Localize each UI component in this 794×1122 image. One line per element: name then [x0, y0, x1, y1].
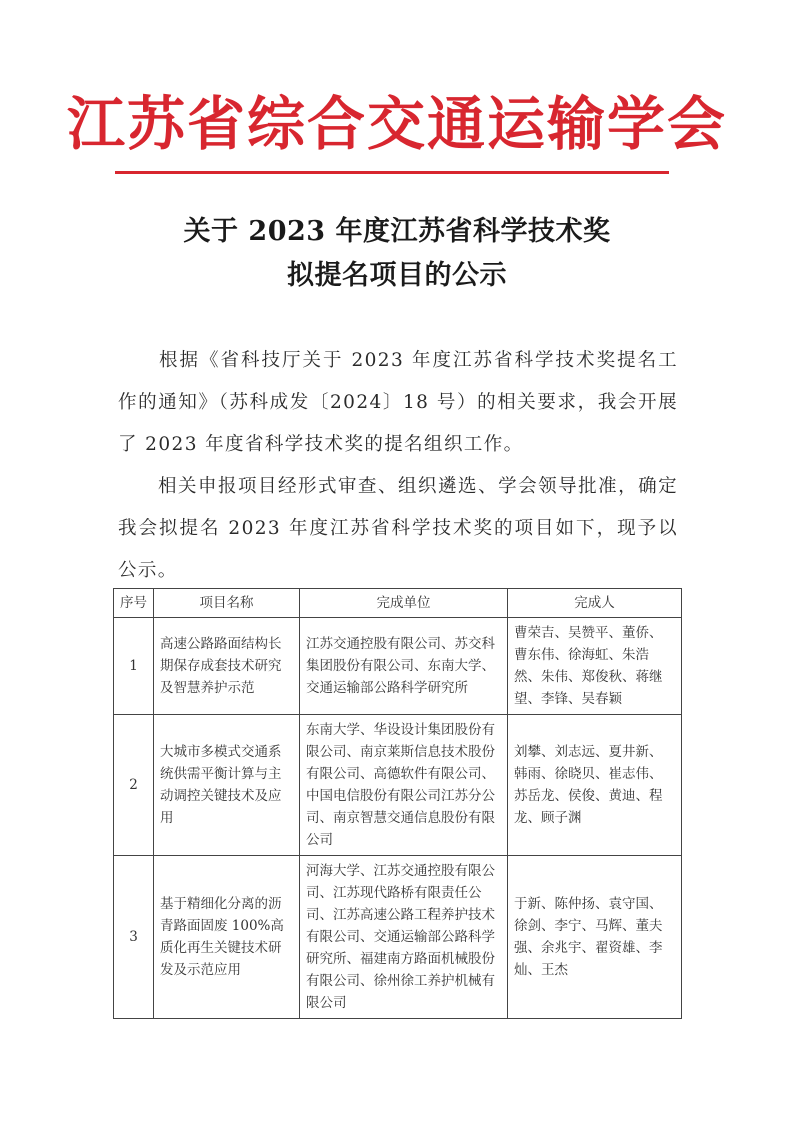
table-row — [114, 618, 682, 715]
cell-seq: 2 — [114, 715, 154, 856]
cell-project-name: 基于精细化分离的沥青路面固废 100%高质化再生关键技术研发及示范应用 — [154, 856, 300, 1019]
table-row — [114, 856, 682, 1019]
table-header-row — [114, 589, 682, 618]
document-title-line-1: 关于 2023 年度江苏省科学技术奖 — [183, 216, 611, 247]
letterhead-divider — [115, 171, 669, 174]
cell-persons: 于新、陈仲扬、袁守国、徐剑、李宁、马辉、董夫强、余兆宇、翟资雄、李灿、王杰 — [508, 856, 682, 1019]
cell-seq: 1 — [114, 618, 154, 715]
cell-seq: 3 — [114, 856, 154, 1019]
body-paragraph-1: 根据《省科技厅关于 2023 年度江苏省科学技术奖提名工作的通知》（苏科成发〔2024〕18 号）的相关要求，我会开展了 2023 年度省科学技术奖的提名组织工作。 — [118, 350, 678, 455]
table-row — [114, 715, 682, 856]
header-project-name: 项目名称 — [154, 589, 300, 618]
letterhead-title: 江苏省综合交通运输学会 — [66, 90, 727, 158]
document-title-line-2: 拟提名项目的公示 — [287, 260, 507, 291]
header-persons: 完成人 — [508, 589, 682, 618]
project-table — [113, 588, 682, 1019]
cell-persons: 刘攀、刘志远、夏井新、韩雨、徐晓贝、崔志伟、苏岳龙、侯俊、黄迪、程龙、顾子渊 — [508, 715, 682, 856]
cell-units: 东南大学、华设设计集团股份有限公司、南京莱斯信息技术股份有限公司、高德软件有限公司、中国电信股份有限公司江苏分公司、南京智慧交通信息股份有限公司 — [300, 715, 508, 856]
cell-units: 河海大学、江苏交通控股有限公司、江苏现代路桥有限责任公司、江苏高速公路工程养护技术有限公司、交通运输部公路科学研究所、福建南方路面机械股份有限公司、徐州徐工养护机械有限公司 — [300, 856, 508, 1019]
header-units: 完成单位 — [300, 589, 508, 618]
cell-units: 江苏交通控股有限公司、苏交科集团股份有限公司、东南大学、交通运输部公路科学研究所 — [300, 618, 508, 715]
body-paragraph-2: 相关申报项目经形式审查、组织遴选、学会领导批准，确定我会拟提名 2023 年度江苏省科学技术奖的项目如下，现予以公示。 — [118, 476, 678, 581]
cell-persons: 曹荣吉、吴赞平、董侨、曹东伟、徐海虹、朱浩然、朱伟、郑俊秋、蒋继望、李锋、吴春颖 — [508, 618, 682, 715]
cell-project-name: 高速公路路面结构长期保存成套技术研究及智慧养护示范 — [154, 618, 300, 715]
header-seq: 序号 — [114, 589, 154, 618]
cell-project-name: 大城市多模式交通系统供需平衡计算与主动调控关键技术及应用 — [154, 715, 300, 856]
